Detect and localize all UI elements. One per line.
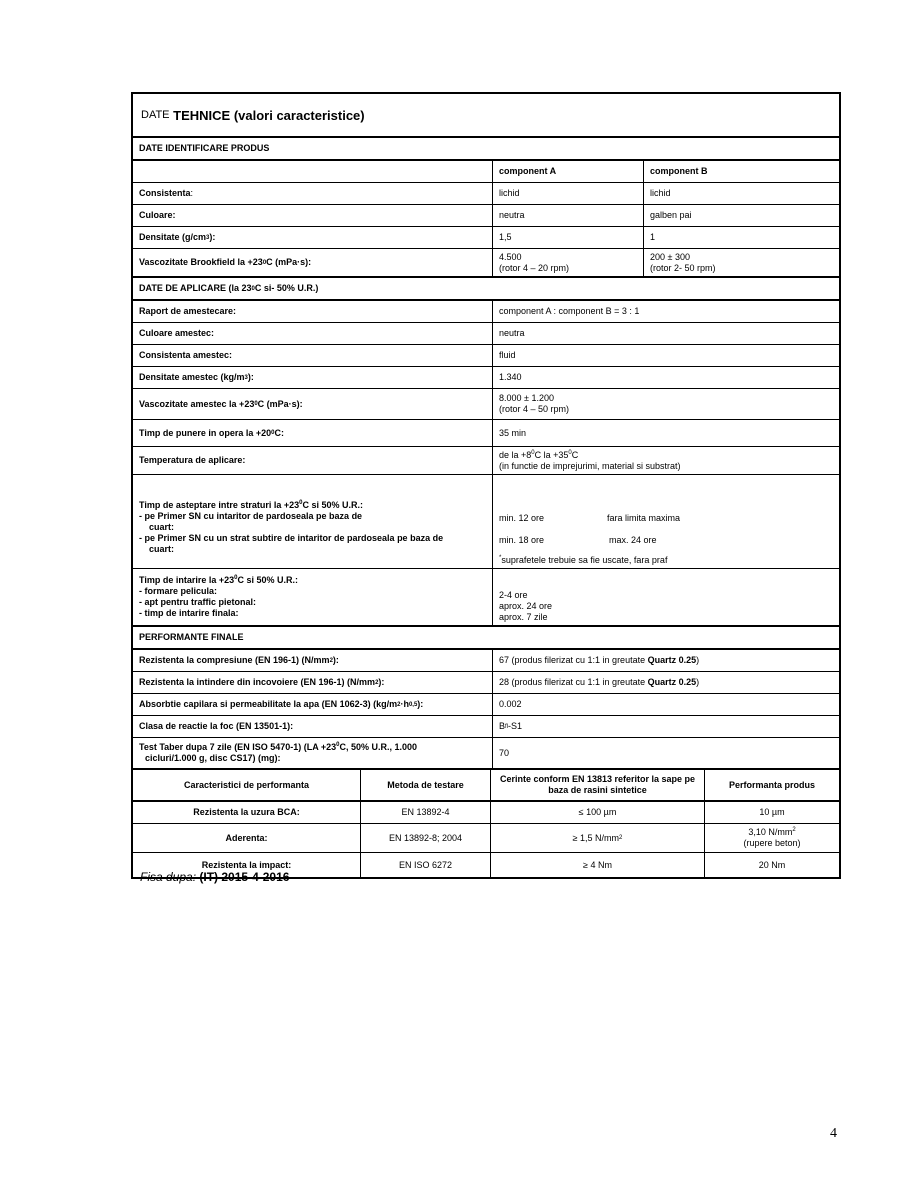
pot-life-value: 35 min <box>499 427 527 438</box>
fire-label: Clasa de reactie la foc (EN 13501-1): <box>133 716 493 737</box>
curing-row <box>133 569 839 627</box>
fire-row <box>133 716 839 738</box>
performance-header: PERFORMANTE FINALE <box>139 632 244 642</box>
mix-ratio-row <box>133 301 839 323</box>
perf-col-characteristic: Caracteristici de performanta <box>133 770 361 800</box>
compression-value: 67 (produs filerizat cu 1:1 in greutate Quartz 0.25 ) <box>499 655 700 665</box>
mix-viscosity-row <box>133 389 839 420</box>
perf-characteristic: Rezistenta la uzura BCA: <box>133 802 361 823</box>
color-row <box>133 205 839 227</box>
mix-viscosity-value: 8.000 ± 1.200 (rotor 4 – 50 rpm) <box>499 393 570 414</box>
mix-density-value: 1.340 <box>499 372 522 382</box>
density-a: 1,5 <box>493 227 644 248</box>
perf-characteristic: Aderenta: <box>133 824 361 852</box>
mix-viscosity-label: Vascozitate amestec la +23 0 C (mPa·s): <box>133 389 493 419</box>
taber-label: Test Taber dupa 7 zile (EN ISO 5470-1) ($LA +23^0C$, 50% U.R., 1.000 cicluri/1.000 g, disc CS17) (mg): <box>133 738 493 768</box>
recoat-label: Timp de asteptare intre straturi la $+23^0C$ si 50% U.R.: - pe Primer SN cu intaritor de pardoseala pe baza de cuart: - pe Primer SN cu un strat subtire de intaritor de pardoseala pe baza de cuart: <box>133 475 493 568</box>
temperature-label: Temperatura de aplicare: <box>133 447 493 474</box>
identification-header-row <box>133 138 839 161</box>
curing-label: Timp de intarire la $+23^0C$ si 50% U.R.: - formare pelicula: - apt pentru traffic pietonal: - timp de intarire finala: <box>133 569 493 625</box>
color-label: Culoare: <box>133 205 493 226</box>
taber-row <box>133 738 839 770</box>
compression-row <box>133 650 839 672</box>
flexural-value: 28 (produs filerizat cu 1:1 in greutate Quartz 0.25 ) <box>499 677 700 687</box>
title-main: TEHNICE (valori caracteristice) <box>173 107 365 123</box>
mix-consistency-value: fluid <box>499 350 516 360</box>
component-header-row <box>133 161 839 183</box>
source-note-value: (IT) 2015-4-2016 <box>199 870 290 884</box>
mix-density-label: Densitate amestec (kg/m 3 ): <box>133 367 493 388</box>
perf-method: EN 13892-8; 2004 <box>361 824 491 852</box>
recoat-row <box>133 475 839 569</box>
mix-consistency-label: Consistenta amestec: <box>133 345 493 366</box>
absorption-row <box>133 694 839 716</box>
viscosity-row <box>133 249 839 278</box>
perf-col-requirement: Cerinte conform EN 13813 referitor la sape pe baza de rasini sintetice <box>491 770 705 800</box>
perf-col-performance: Performanta produs <box>728 779 815 790</box>
perf-requirement: ≥ 4 Nm <box>491 853 705 877</box>
identification-header: DATE IDENTIFICARE PRODUS <box>139 143 270 153</box>
viscosity-a: 4.500 (rotor 4 – 20 rpm) <box>493 249 644 276</box>
consistency-b: lichid <box>650 188 671 198</box>
flexural-row <box>133 672 839 694</box>
mix-color-label: Culoare amestec: <box>133 323 493 344</box>
flexural-label: Rezistenta la intindere din incovoiere (EN 196-1) (N/mm 2 ): <box>133 672 493 693</box>
fire-value: B fl -S1 <box>499 721 523 731</box>
recoat-value: min. 12 ore fara limita maxima min. 18 ore max. 24 ore *suprafetele trebuie sa fie uscate, fara praf <box>499 513 681 565</box>
density-label: Densitate (g/cm 3 ): <box>133 227 493 248</box>
perf-requirement: ≥ 1,5 N/mm 2 <box>491 824 705 852</box>
sheet-title <box>133 94 839 136</box>
component-a-header: component A <box>493 161 644 182</box>
application-header: DATE DE APLICARE (la 23 0 C si- 50% U.R.) <box>139 283 319 293</box>
perf-result: 10 µm <box>759 807 785 817</box>
temperature-value: de la $+8^0C$ la $+35^0C$ (in functie de imprejurimi, material si substrat) <box>499 449 681 471</box>
absorption-value: 0.002 <box>499 699 522 709</box>
absorption-label: Absorbtie capilara si permeabilitate la apa (EN 1062-3) (kg/m 2 ·h 0,5 ): <box>133 694 493 715</box>
perf-col-method: Metoda de testare <box>361 770 491 800</box>
component-b-header: component B <box>650 166 708 176</box>
mix-ratio-label: Raport de amestecare: <box>133 301 493 322</box>
mix-density-row <box>133 367 839 389</box>
mix-color-row <box>133 323 839 345</box>
page-number: 4 <box>830 1126 837 1141</box>
consistency-label: Consistenta : <box>133 183 493 204</box>
perf-method: EN 13892-4 <box>361 802 491 823</box>
technical-data-sheet <box>131 92 841 879</box>
perf-characteristic: Rezistenta la impact: <box>133 853 361 877</box>
compression-label: Rezistenta la compresiune (EN 196-1) (N/mm 2 ): <box>133 650 493 671</box>
mix-consistency-row <box>133 345 839 367</box>
source-note-label: Fisa dupa: <box>140 870 197 884</box>
consistency-a: lichid <box>493 183 644 204</box>
perf-result: 3,10 $N/mm^2$ (rupere beton) <box>743 827 801 848</box>
mix-color-value: neutra <box>499 328 525 338</box>
title-row <box>133 94 839 138</box>
density-b: 1 <box>650 232 656 242</box>
consistency-row <box>133 183 839 205</box>
table-row <box>133 802 839 824</box>
taber-value: 70 <box>499 747 510 758</box>
table-row <box>133 824 839 853</box>
title-prefix: DATE <box>141 108 170 121</box>
empty-label-cell <box>133 161 493 182</box>
source-note <box>140 870 289 884</box>
perf-table-header <box>133 770 839 802</box>
pot-life-label: Timp de punere in opera la +20 0 C: <box>133 420 493 446</box>
application-header-row <box>133 278 839 301</box>
color-b: galben pai <box>650 210 692 220</box>
density-row <box>133 227 839 249</box>
mix-ratio-value: component A : component B = 3 : 1 <box>499 306 640 316</box>
curing-value: 2-4 ore aprox. 24 ore aprox. 7 zile <box>499 590 553 622</box>
performance-header-row <box>133 627 839 650</box>
color-a: neutra <box>493 205 644 226</box>
viscosity-label: Vascozitate Brookfield la +23 0 C (mPa·s): <box>133 249 493 276</box>
perf-result: 20 Nm <box>758 859 786 870</box>
perf-method: EN ISO 6272 <box>361 853 491 877</box>
temperature-row <box>133 447 839 475</box>
pot-life-row <box>133 420 839 447</box>
perf-requirement: ≤ 100 µm <box>491 802 705 823</box>
viscosity-b: 200 ± 300 (rotor 2- 50 rpm) <box>650 251 716 273</box>
